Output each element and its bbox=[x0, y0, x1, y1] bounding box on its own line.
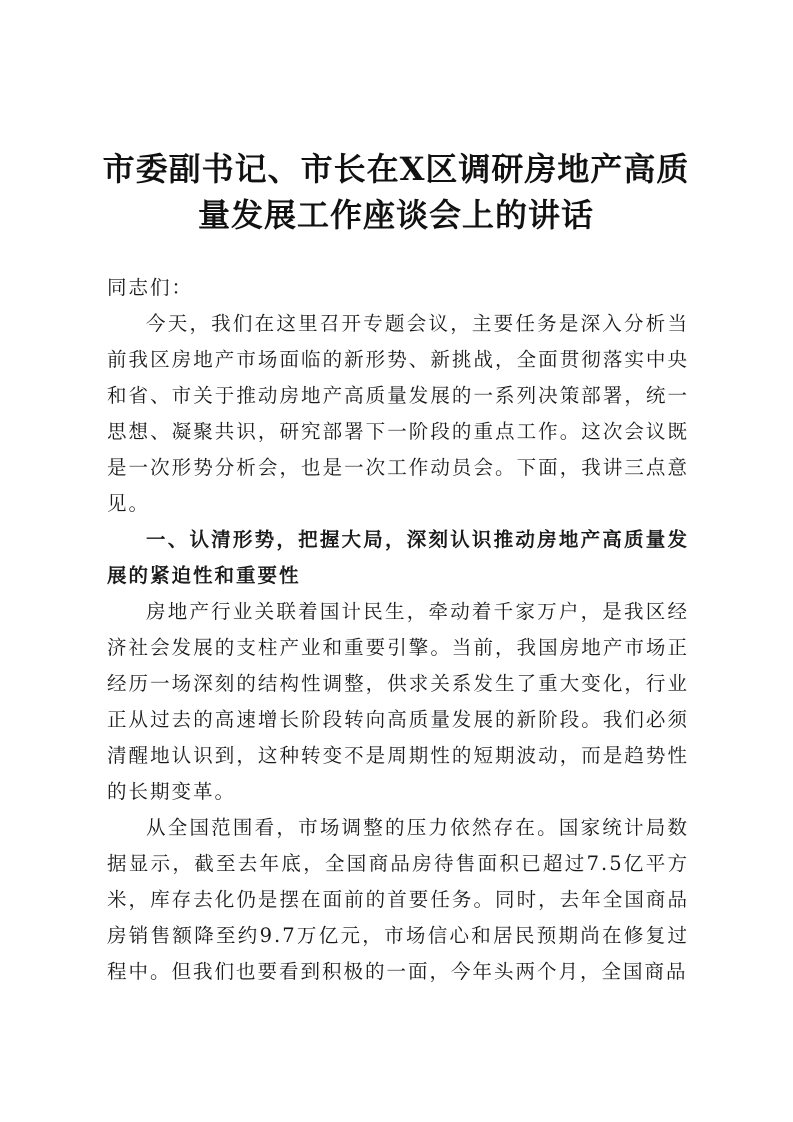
section-heading-1: 一、认清形势，把握大局，深刻认识推动房地产高质量发展的紧迫性和重要性 bbox=[107, 528, 689, 587]
document-body bbox=[107, 270, 689, 990]
paragraph-intro: 今天，我们在这里召开专题会议，主要任务是深入分析当前我区房地产市场面临的新形势、新挑战，全面贯彻落实中央和省、市关于推动房地产高质量发展的一系列决策部署，统一思想、凝聚共识，研究部署下一阶段的重点工作。这次会议既是一次形势分析会，也是一次工作动员会。下面，我讲三点意见。 bbox=[107, 312, 689, 515]
salutation: 同志们： bbox=[107, 276, 194, 299]
document-title: 市委副书记、市长在X区调研房地产高质量发展工作座谈会上的讲话 bbox=[102, 150, 690, 234]
paragraph-national: 从全国范围看，市场调整的压力依然存在。国家统计局数据显示，截至去年底，全国商品房待售面积已超过7.5亿平方米，库存去化仍是摆在面前的首要任务。同时，去年全国商品房销售额降至约9.7万亿元，市场信心和居民预期尚在修复过程中。但我们也要看到积极的一面，今年头两个月，全国商品 bbox=[107, 816, 689, 983]
paragraph-industry: 房地产行业关联着国计民生，牵动着千家万户，是我区经济社会发展的支柱产业和重要引擎。当前，我国房地产市场正经历一场深刻的结构性调整，供求关系发生了重大变化，行业正从过去的高速增长阶段转向高质量发展的新阶段。我们必须清醒地认识到，这种转变不是周期性的短期波动，而是趋势性的长期变革。 bbox=[107, 600, 689, 803]
